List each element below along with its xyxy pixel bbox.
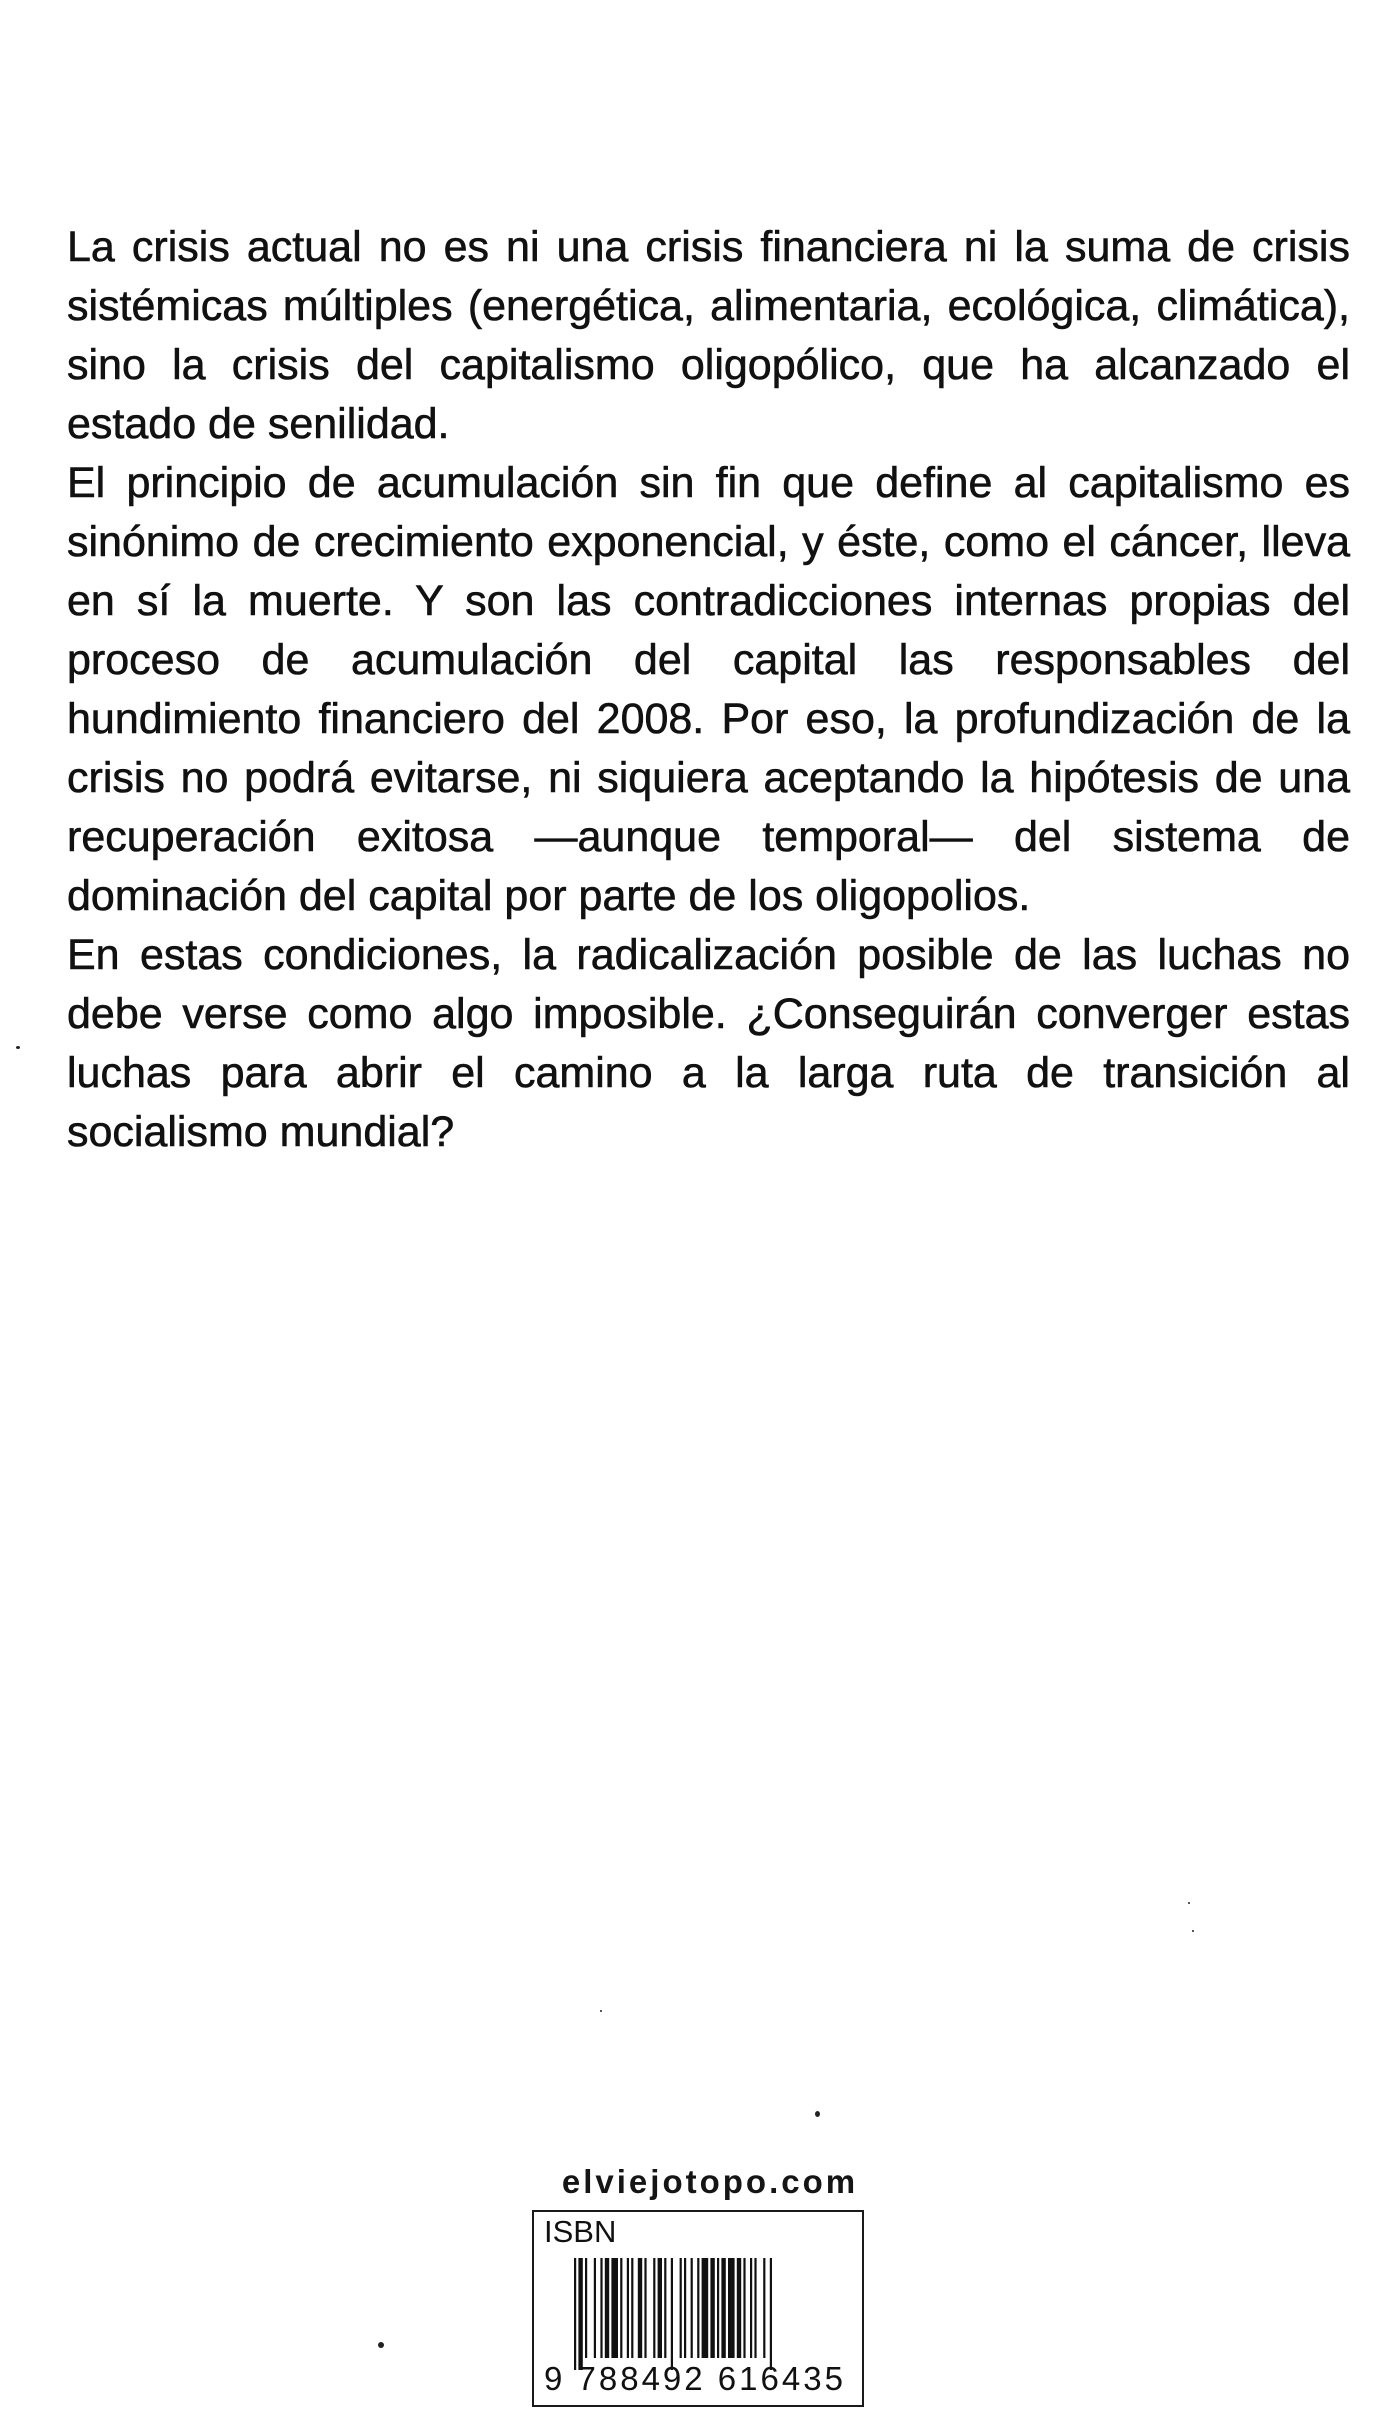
back-cover-blurb [67,218,1350,1162]
barcode-bar [631,2258,633,2358]
barcode-bar [721,2258,725,2358]
barcode-bar [697,2258,699,2358]
barcode-bar [702,2258,709,2358]
barcode-bar [684,2258,686,2358]
scan-speck [815,2111,820,2117]
barcode-bar [728,2258,735,2358]
barcode-bar [658,2258,662,2358]
barcode-bar [578,2258,582,2370]
barcode-bar [620,2258,622,2358]
barcode-bar [585,2258,587,2358]
barcode-bar [594,2258,596,2358]
barcode-bar [691,2258,693,2358]
barcode-bar [600,2258,602,2358]
barcode-bar [671,2258,673,2370]
blurb-paragraph-3: En estas condiciones, la radicalización posible de las luchas no debe verse como algo imposible. ¿Conseguirán converger estas luchas para abrir el camino a la larga ruta de transición al socialismo mundial? [67,931,1350,1156]
barcode-bar [574,2258,576,2370]
barcode-bar [680,2258,682,2358]
barcode-bar [763,2258,765,2358]
isbn-barcode-box [532,2210,864,2407]
barcode-bar [717,2258,719,2358]
barcode-bar [644,2258,646,2358]
barcode-bar [743,2258,745,2358]
scan-speck [1188,1902,1190,1904]
barcode-bar [627,2258,629,2358]
publisher-website: elviejotopo.com [561,2163,859,2200]
barcode-bar [770,2258,772,2370]
barcode-bar [664,2258,666,2358]
barcode-bar [750,2258,752,2358]
barcode-bar [737,2258,741,2358]
barcode-bar [710,2258,714,2358]
barcode-bar [653,2258,655,2358]
barcode-bar [605,2258,609,2358]
barcode-bar [638,2258,642,2358]
scan-speck [378,2342,384,2348]
isbn-number: 9 788492 616435 [544,2360,846,2397]
scan-speck [600,2010,602,2012]
scan-speck [1192,1930,1194,1932]
isbn-label: ISBN [544,2214,617,2249]
scan-speck [16,1046,20,1049]
blurb-paragraph-2: El principio de acumulación sin fin que define al capitalismo es sinónimo de crecimiento exponencial, y éste, como el cáncer, lleva en sí la muerte. Y son las contradicciones internas propias del proceso de acumulación del capital las responsables del hundimiento financiero del 2008. Por eso, la profundización de la crisis no podrá evitarse, ni siquiera aceptando la hipótesis de una recuperación exitosa —aunque temporal— del sistema de dominación del capital por parte de los oligopolios. [67,459,1350,920]
blurb-paragraph-1: La crisis actual no es ni una crisis financiera ni la suma de crisis sistémicas múltiples (energética, alimentaria, ecológica, climática), sino la crisis del capitalismo oligopólico, que ha alcanzado el estado de senilidad. [67,223,1350,448]
barcode-bar [611,2258,618,2358]
barcode-bar [754,2258,756,2358]
